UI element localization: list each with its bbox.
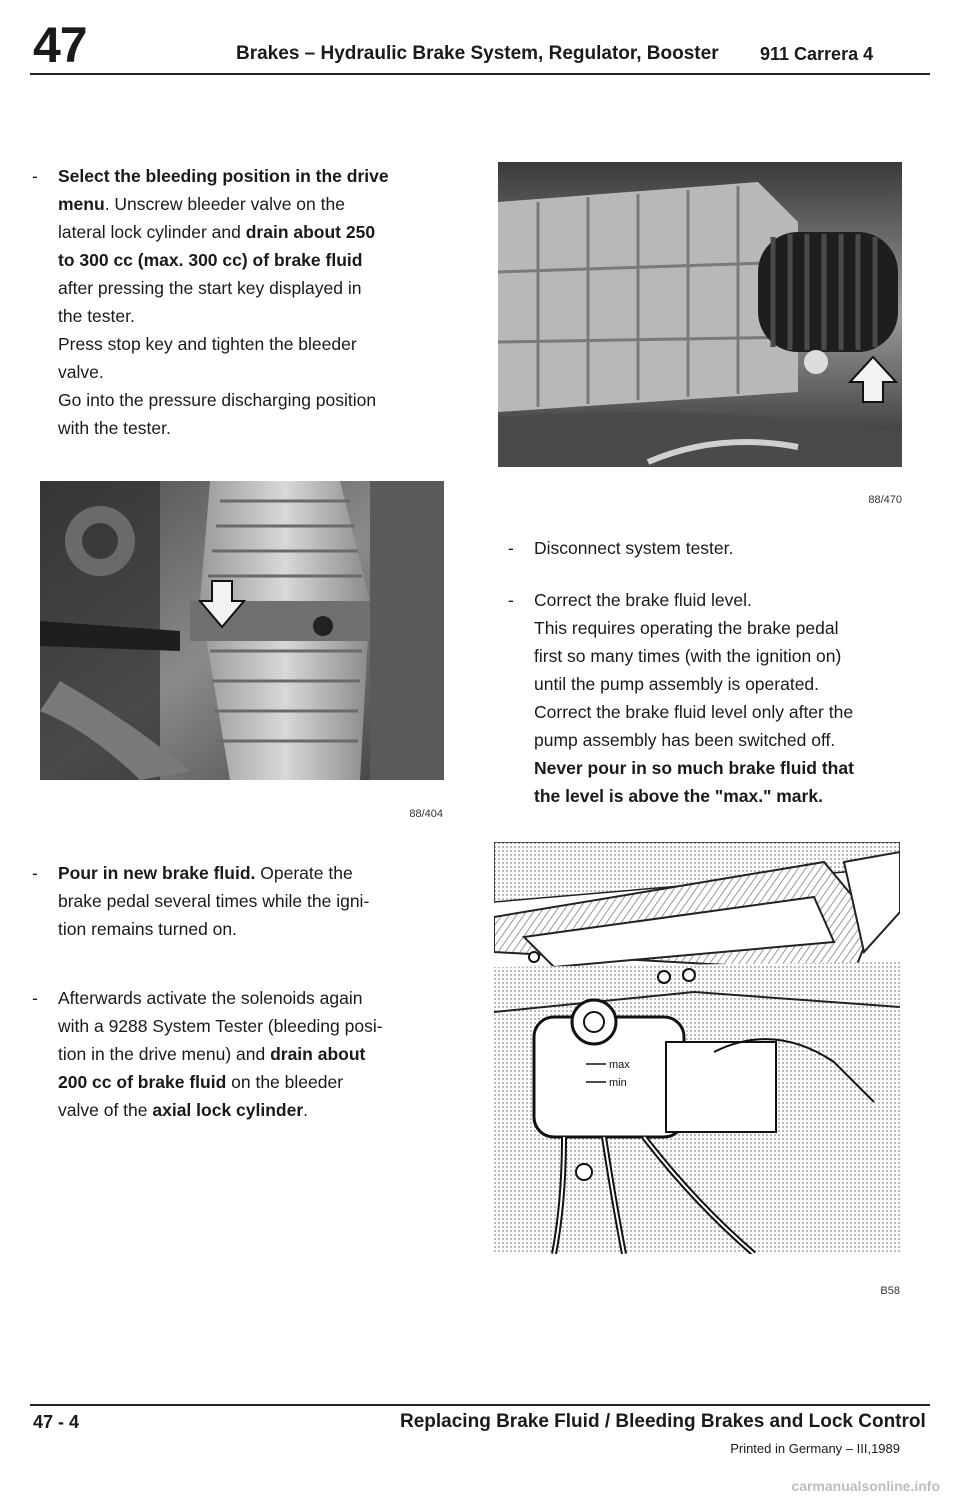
step-activate-solenoids <box>32 984 458 1124</box>
step-text: Correct the brake fluid level only after the <box>534 702 854 722</box>
step-bleeding-position <box>32 162 458 442</box>
step-text: Operate the <box>255 863 353 883</box>
step-text: Afterwards activate the solenoids again <box>58 988 363 1008</box>
drawing-caption: B58 <box>880 1285 900 1297</box>
footer-rule <box>30 1404 930 1406</box>
step-text: valve of the <box>58 1100 153 1120</box>
step-text: Go into the pressure discharging position <box>58 390 377 410</box>
watermark: carmanualsonline.info <box>791 1478 940 1494</box>
step-text: axial lock cylinder <box>152 1100 304 1120</box>
step-text: with a 9288 System Tester (bleeding posi- <box>58 1016 383 1036</box>
print-info: Printed in Germany – III,1989 <box>730 1441 900 1456</box>
header-model: 911 Carrera 4 <box>760 44 874 64</box>
step-text: the level is above the "max." mark. <box>534 786 823 806</box>
step-text: Disconnect system tester. <box>534 538 734 558</box>
step-correct-fluid-level <box>508 586 924 810</box>
max-label: max <box>609 1059 630 1071</box>
step-text: menu <box>58 194 105 214</box>
step-text: Press stop key and tighten the bleeder <box>58 334 357 354</box>
step-text: brake pedal several times while the igni- <box>58 891 370 911</box>
step-dash: - <box>32 863 38 883</box>
step-text: drain about <box>270 1044 366 1064</box>
step-text: valve. <box>58 362 104 382</box>
step-text: Correct the brake fluid level. <box>534 590 752 610</box>
step-text: drain about 250 <box>245 222 376 242</box>
drawing-fluid-reservoir <box>494 842 900 1254</box>
step-text: tion remains turned on. <box>58 919 237 939</box>
step-disconnect-tester <box>508 534 924 562</box>
photo1-caption: 88/404 <box>409 808 443 820</box>
photo-lateral-lock-cylinder <box>498 162 902 467</box>
step-dash: - <box>508 538 514 558</box>
step-text: Select the bleeding position in the drive <box>58 166 389 186</box>
header-rule <box>30 73 930 75</box>
footer-title: Replacing Brake Fluid / Bleeding Brakes and Lock Control <box>400 1411 926 1432</box>
step-text: with the tester. <box>58 418 171 438</box>
page-number: 47 - 4 <box>33 1412 80 1432</box>
step-text: Never pour in so much brake fluid that <box>534 758 854 778</box>
step-text: after pressing the start key displayed in <box>58 278 362 298</box>
step-text: 200 cc of brake fluid <box>58 1072 227 1092</box>
step-text: pump assembly has been switched off. <box>534 730 836 750</box>
step-dash: - <box>32 166 38 186</box>
step-text: on the bleeder <box>226 1072 344 1092</box>
step-text: This requires operating the brake pedal <box>534 618 839 638</box>
step-dash: - <box>32 988 38 1008</box>
photo2-caption: 88/470 <box>868 494 902 506</box>
step-text: lateral lock cylinder and <box>58 222 246 242</box>
step-text: . Unscrew bleeder valve on the <box>104 194 345 214</box>
step-text: tion in the drive menu) and <box>58 1044 271 1064</box>
step-dash: - <box>508 590 514 610</box>
photo-axial-lock-cylinder <box>40 481 444 780</box>
step-text: first so many times (with the ignition on) <box>534 646 842 666</box>
chapter-number: 47 <box>33 17 87 73</box>
step-text: Pour in new brake fluid. <box>58 863 256 883</box>
min-label: min <box>609 1077 627 1089</box>
step-pour-fluid <box>32 859 458 943</box>
step-text: . <box>303 1100 309 1120</box>
step-text: the tester. <box>58 306 135 326</box>
step-text: to 300 cc (max. 300 cc) of brake fluid <box>58 250 363 270</box>
step-text: until the pump assembly is operated. <box>534 674 820 694</box>
header-title: Brakes – Hydraulic Brake System, Regulator, Booster <box>236 43 719 64</box>
